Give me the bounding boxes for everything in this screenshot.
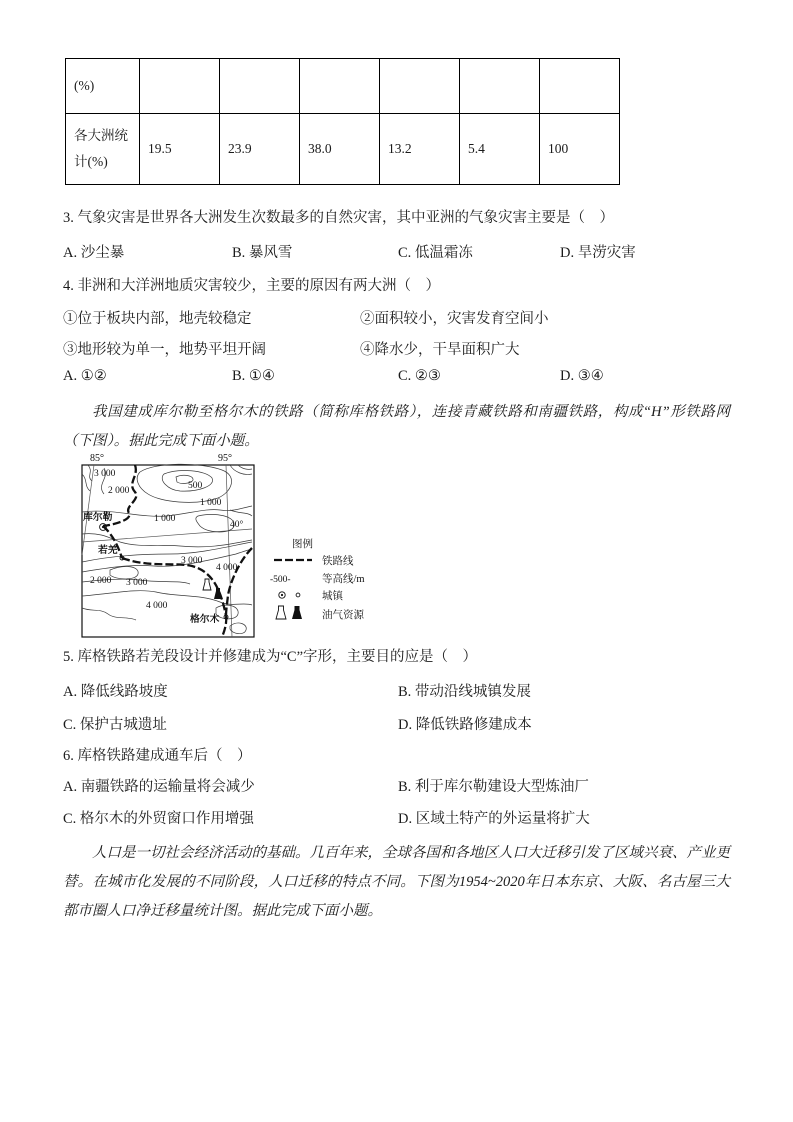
legend-oil-gas-icon-outline: [276, 606, 286, 619]
longitude-label-85: 85°: [90, 453, 104, 464]
table-cell: [300, 59, 380, 114]
contour-label: 3 000: [94, 469, 116, 479]
legend-oil-gas-label: 油气资源: [322, 610, 364, 621]
city-golmud-label: 格尔木: [190, 614, 220, 625]
option-c: C. ②③: [398, 368, 441, 384]
oil-gas-icon: [203, 579, 211, 590]
legend-title: 图例: [292, 539, 313, 550]
legend-railway-label: 铁路线: [322, 556, 354, 567]
contour-label: 1 000: [200, 498, 222, 508]
table-cell: [220, 59, 300, 114]
contour-line: [82, 608, 136, 620]
legend-town-symbol-small: [296, 593, 300, 597]
option-b: B. 暴风雪: [232, 245, 293, 261]
question-4-stem: 4. 非洲和大洋洲地质灾害较少，主要的原因有两大洲（ ）: [63, 278, 440, 294]
table-cell: [380, 59, 460, 114]
table-cell-row-header: (%): [66, 59, 140, 114]
question-5-stem: 5. 库格铁路若羌段设计并修建成为“C”字形，主要目的应是（ ）: [63, 649, 478, 665]
city-korla-symbol-dot: [102, 526, 104, 528]
table-cell-value: 23.9: [220, 114, 300, 185]
question-4-options: [63, 368, 743, 385]
option-a: A. 沙尘暴: [63, 245, 125, 261]
contour-label: 2 000: [108, 486, 130, 496]
legend-town-label: 城镇: [322, 591, 343, 602]
option-d: D. 降低铁路修建成本: [398, 717, 532, 733]
city-ruoqiang-label: 若羌: [98, 545, 118, 556]
option-b: B. 利于库尔勒建设大型炼油厂: [398, 779, 589, 795]
item-1: ①位于板块内部，地壳较稳定: [63, 311, 252, 327]
question-6-options-row-1: [63, 775, 743, 796]
continent-statistics-table: [65, 58, 620, 185]
option-b: B. ①④: [232, 368, 275, 384]
legend-contour-label: 等高线/m: [322, 574, 365, 585]
legend-contour-symbol: -500-: [270, 575, 291, 585]
table-cell-value: 5.4: [460, 114, 540, 185]
longitude-label-95: 95°: [218, 453, 232, 464]
option-d: D. ③④: [560, 368, 604, 384]
contour-label: 4 000: [146, 601, 168, 611]
option-b: B. 带动沿线城镇发展: [398, 684, 531, 700]
city-korla-label: 库尔勒: [83, 512, 113, 523]
option-c: C. 保护古城遗址: [63, 717, 167, 733]
question-3-options: [63, 241, 743, 262]
legend-town-symbol-large-dot: [281, 594, 283, 596]
table-cell-value: 13.2: [380, 114, 460, 185]
table-cell: [140, 59, 220, 114]
table-cell-row-header: 各大洲统计(%): [66, 114, 140, 185]
passage-kuge-railway: 我国建成库尔勒至格尔木的铁路（简称库格铁路），连接青藏铁路和南疆铁路，构成“H”形铁路网（下图）。据此完成下面小题。: [63, 404, 730, 449]
option-d: D. 旱涝灾害: [560, 245, 636, 261]
question-6-options-row-2: [63, 807, 743, 828]
option-c: C. 低温霜冻: [398, 245, 473, 261]
table-cell: [460, 59, 540, 114]
contour-label: 1 000: [154, 514, 176, 524]
passage-population-migration: 人口是一切社会经济活动的基础。几百年来，全球各国和各地区人口大迁移引发了区域兴衰、产业更替。在城市化发展的不同阶段，人口迁移的特点不同。下图为1954~2020年日本东京、大阪、名古屋三大都市圈人口净迁移量统计图。据此完成下面小题。: [63, 845, 730, 919]
contour-label: 3 000: [181, 556, 203, 566]
question-5-options-row-1: [63, 680, 743, 701]
contour-label: 3 000: [126, 578, 148, 588]
item-3: ③地形较为单一，地势平坦开阔: [63, 342, 266, 358]
contour-line: [238, 465, 252, 469]
table-row: [66, 59, 620, 114]
question-4-items-2: [63, 338, 743, 359]
table-cell-value: 100: [540, 114, 620, 185]
contour-line: [230, 623, 246, 634]
contour-line: [88, 465, 92, 481]
contour-line: [230, 465, 252, 475]
question-3-stem: 3. 气象灾害是世界各大洲发生次数最多的自然灾害，其中亚洲的气象灾害主要是（ ）: [63, 210, 614, 226]
contour-map-figure: [80, 450, 440, 655]
legend-oil-gas-icon-filled: [292, 606, 302, 619]
table-cell-value: 19.5: [140, 114, 220, 185]
contour-map: [80, 450, 440, 650]
option-a: A. 南疆铁路的运输量将会减少: [63, 779, 255, 795]
option-d: D. 区域土特产的外运量将扩大: [398, 811, 590, 827]
question-5-options-row-2: [63, 713, 743, 734]
option-c: C. 格尔木的外贸窗口作用增强: [63, 811, 254, 827]
contour-label: 2 000: [90, 576, 112, 586]
table-cell-value: 38.0: [300, 114, 380, 185]
contour-line: [82, 474, 90, 491]
item-2: ②面积较小，灾害发育空间小: [360, 311, 549, 327]
option-a: A. ①②: [63, 368, 107, 384]
option-a: A. 降低线路坡度: [63, 684, 168, 700]
contour-label: 4 000: [216, 563, 238, 573]
question-6-stem: 6. 库格铁路建成通车后（ ）: [63, 748, 252, 764]
table-cell: [540, 59, 620, 114]
table-row: [66, 114, 620, 185]
item-4: ④降水少，干旱面积广大: [360, 342, 520, 358]
contour-label: 500: [188, 481, 203, 491]
contour-line: [230, 510, 252, 516]
latitude-label-40: 40°: [230, 520, 244, 530]
question-4-items-1: [63, 307, 743, 328]
